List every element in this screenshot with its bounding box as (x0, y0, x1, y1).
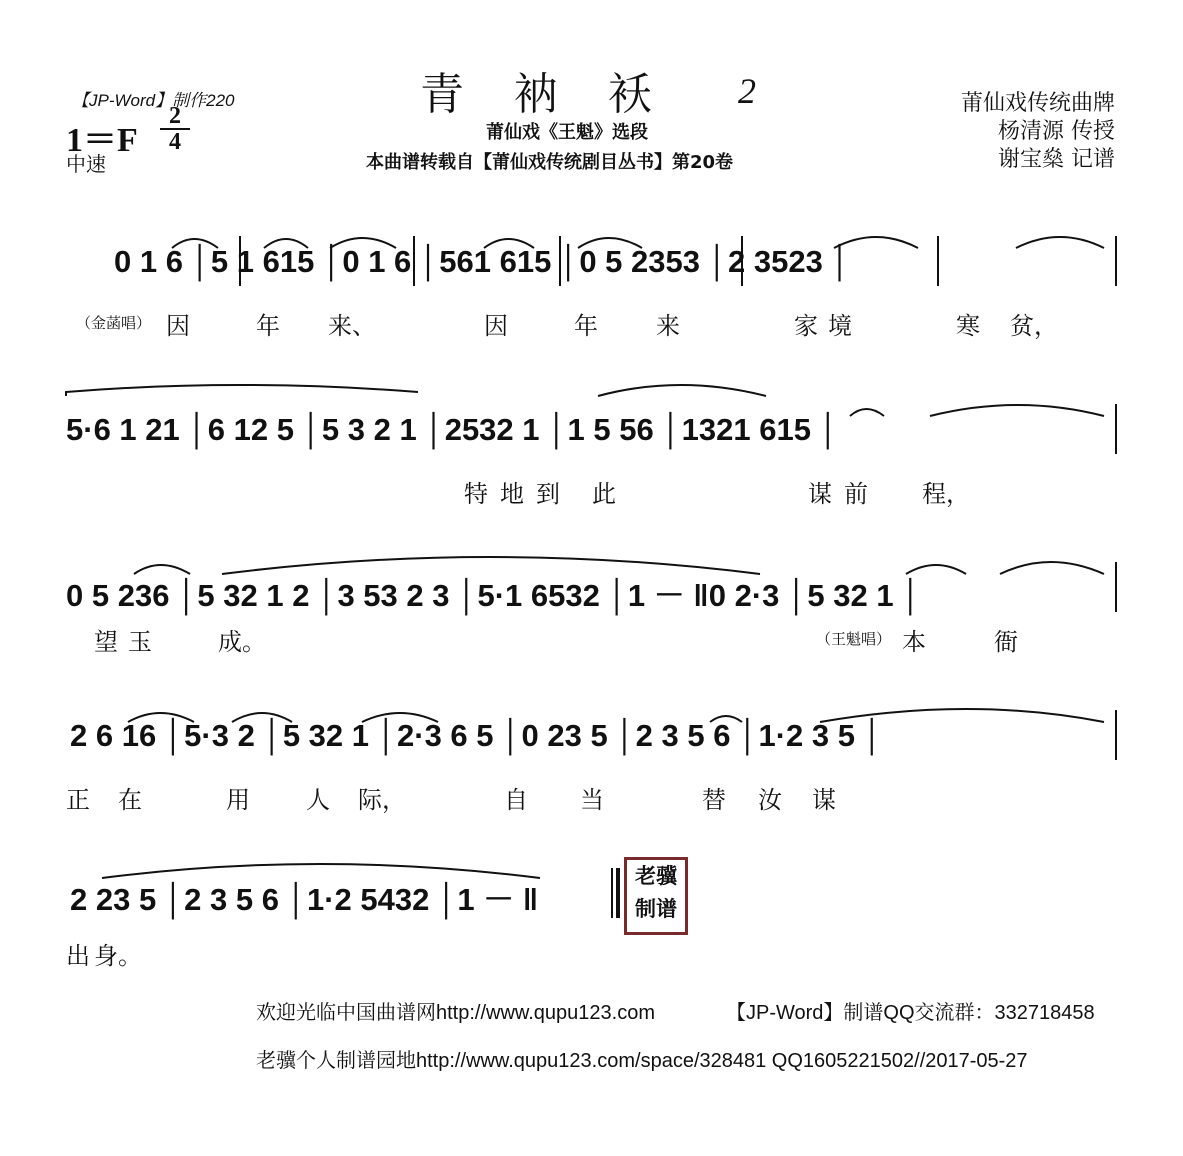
credit-genre: 莆仙戏传统曲牌 (960, 91, 1115, 116)
lyric: 汝 (758, 786, 782, 814)
lyric: 此 (592, 480, 616, 508)
lyric: 地 (500, 480, 524, 508)
lyric: 用 (226, 786, 250, 814)
slur-mark (930, 405, 1104, 416)
key-signature: 1＝F (66, 122, 138, 159)
slur-mark (330, 238, 396, 248)
stamp-line: 制谱 (635, 897, 677, 921)
slur-mark (264, 239, 308, 248)
lyric: 贫， (1010, 312, 1058, 340)
slur-mark (222, 557, 760, 574)
footer-site: 欢迎光临中国曲谱网http://www.qupu123.com (256, 1002, 656, 1024)
notation-line: 5·6 1 21 │6 12 5 │5 3 2 1 │2532 1 │1 5 56 │1321 615 │ (66, 412, 839, 447)
slur-mark (66, 385, 418, 396)
singer-label: （王魁唱） (816, 630, 892, 648)
lyric: 来、 (328, 312, 376, 340)
slur-mark (102, 864, 540, 878)
tempo-marking: 中速 (66, 152, 106, 176)
score-title: 青衲袄 (420, 69, 702, 120)
slur-mark (232, 713, 292, 722)
lyric: 谋 (808, 480, 832, 508)
slur-mark (834, 237, 918, 248)
slur-mark (850, 409, 884, 416)
lyric: 自 (504, 786, 528, 814)
subtitle-source: 本曲谱转载自【莆仙戏传统剧目丛书】第20卷 (366, 152, 734, 173)
lyric: 谋 (812, 786, 836, 814)
slur-mark (172, 239, 218, 248)
lyric: 衙 (994, 628, 1018, 656)
lyric: 年 (256, 312, 280, 340)
lyric: 本 (902, 628, 926, 656)
credit-teacher: 杨清源 传授 (998, 119, 1115, 144)
lyric: 玉 (128, 628, 152, 656)
lyric: 来 (656, 312, 680, 340)
slur-mark (128, 713, 194, 722)
singer-label: （金菡唱） (76, 314, 152, 332)
footer-group: 【JP-Word】制谱QQ交流群：332718458 (726, 1002, 1095, 1024)
notation-line: 0 1 6 │5 1 615 │0 1 6 │561 615 │0 5 2353 │2 3523 │ (114, 244, 851, 279)
slur-mark (906, 565, 966, 574)
lyric: 成。 (218, 628, 266, 656)
score-title-number: 2 (738, 71, 756, 111)
lyric: 正 (66, 786, 90, 814)
lyric: 家 (794, 312, 818, 340)
footer-space: 老骥个人制谱园地http://www.qupu123.com/space/328481 QQ1605221502//2017-05-27 (256, 1050, 1028, 1072)
slur-mark (710, 716, 742, 722)
lyric: 出 (66, 942, 90, 970)
slur-mark (1000, 562, 1104, 574)
credit-transcriber: 谢宝燊 记谱 (998, 147, 1115, 172)
lyric: 年 (574, 312, 598, 340)
slur-mark (1016, 237, 1104, 248)
lyric: 际， (358, 786, 406, 814)
lyric: 特 (464, 480, 488, 508)
slur-mark (598, 385, 766, 396)
slur-mark (362, 713, 438, 722)
time-signature-top: 2 (160, 104, 190, 130)
lyric: 寒 (956, 312, 980, 340)
lyric: 因 (484, 312, 508, 340)
lyric: 境 (828, 312, 852, 340)
lyric: 程， (922, 480, 970, 508)
lyric: 望 (94, 628, 118, 656)
slur-mark (820, 709, 1104, 722)
lyric: 前 (844, 480, 868, 508)
lyric: 身。 (94, 942, 142, 970)
lyric: 替 (702, 786, 726, 814)
slur-mark (134, 565, 190, 574)
stamp-line: 老骥 (635, 864, 677, 888)
notation-line: 2 23 5 │2 3 5 6 │1·2 5432 │1 － ‖ (70, 882, 539, 917)
time-signature-bottom: 4 (169, 129, 181, 155)
lyric: 当 (580, 786, 604, 814)
subtitle-excerpt: 莆仙戏《王魁》选段 (486, 122, 648, 143)
notation-line: 0 5 236 │5 32 1 2 │3 53 2 3 │5·1 6532 │1 － ‖0 2·3 │5 32 1 │ (66, 578, 922, 613)
slur-mark (578, 238, 642, 248)
lyric: 因 (166, 312, 190, 340)
lyric: 到 (536, 480, 560, 508)
slur-mark (484, 239, 534, 248)
notation-line: 2 6 16 │5·3 2 │5 32 1 │2·3 6 5 │0 23 5 │2 3 5 6 │1·2 3 5 │ (70, 718, 883, 753)
lyric: 在 (118, 786, 142, 814)
maker-label: 【JP-Word】制作220 (72, 91, 235, 110)
lyric: 人 (306, 786, 330, 814)
